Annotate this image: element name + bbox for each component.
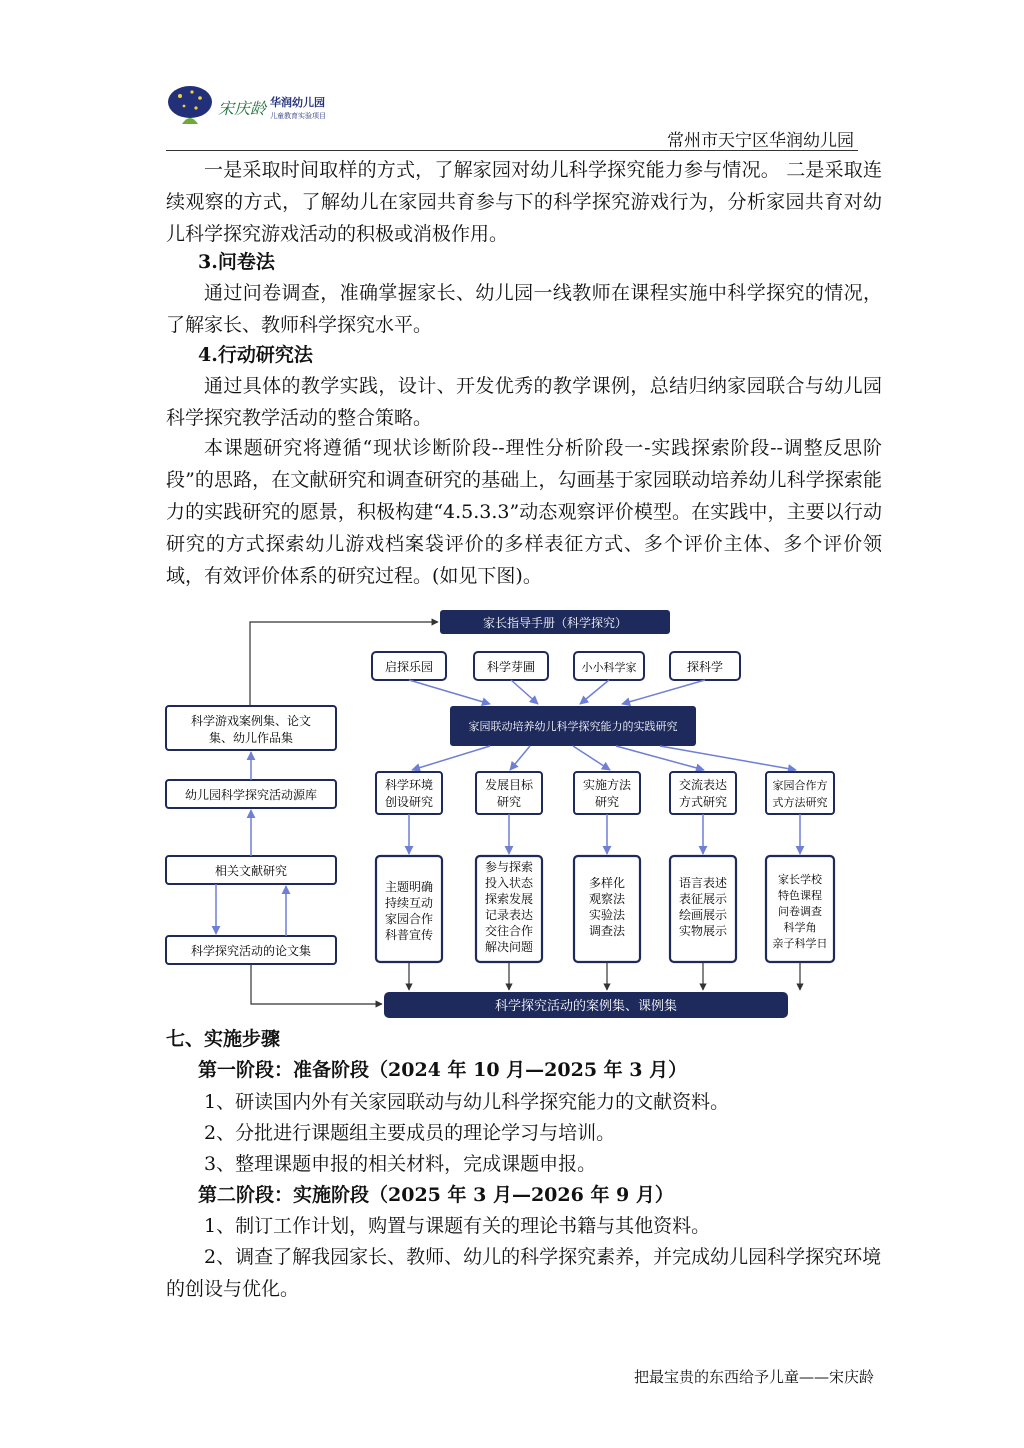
diagram-top-box-2-label: 科学芽圃 [486, 660, 536, 674]
svg-text:探索发展: 探索发展 [484, 892, 534, 906]
svg-text:方式研究: 方式研究 [678, 795, 728, 809]
svg-text:研究: 研究 [496, 795, 522, 809]
svg-text:主题明确: 主题明确 [384, 880, 434, 894]
header-divider [166, 150, 858, 151]
logo-text-sub: 儿童教育实验项目 [270, 112, 326, 120]
svg-text:家长学校: 家长学校 [778, 873, 822, 886]
svg-text:持续互动: 持续互动 [384, 896, 434, 910]
stage1-title: 第一阶段：准备阶段（2024 年 10 月—2025 年 3 月） [198, 1059, 688, 1081]
svg-text:家园合作: 家园合作 [384, 912, 434, 926]
diagram-center-label: 家园联动培养幼儿科学探究能力的实践研究 [468, 720, 678, 733]
diagram-top-banner-label: 家长指导手册（科学探究） [482, 616, 628, 630]
svg-text:交流表达: 交流表达 [678, 778, 728, 792]
kindergarten-logo [166, 84, 346, 130]
diagram-left-box-outputs-line1: 科学游戏案例集、论文 [190, 714, 312, 728]
svg-text:问卷调查: 问卷调查 [778, 905, 822, 918]
svg-text:实物展示: 实物展示 [678, 924, 728, 938]
svg-text:调查法: 调查法 [588, 924, 626, 938]
stage2-item-2: 2、调查了解我园家长、教师、幼儿的科学探究素养，并完成幼儿园科学探究环境的创设与优化。 [166, 1246, 882, 1300]
svg-text:创设研究: 创设研究 [384, 795, 434, 809]
stage2-item-1: 1、制订工作计划，购置与课题有关的理论书籍与其他资料。 [204, 1215, 711, 1237]
svg-text:科学角: 科学角 [783, 921, 817, 934]
svg-text:亲子科学日: 亲子科学日 [772, 937, 828, 950]
diagram-left-box-outputs-line2: 集、幼儿作品集 [208, 731, 294, 745]
diagram-top-box-3-label: 小小科学家 [581, 661, 637, 674]
svg-text:绘画展示: 绘画展示 [678, 908, 728, 922]
svg-text:投入状态: 投入状态 [484, 876, 534, 890]
svg-text:实验法: 实验法 [588, 908, 626, 922]
stage1-item-2: 2、分批进行课题组主要成员的理论学习与培训。 [204, 1122, 616, 1144]
heading-questionnaire: 3.问卷法 [198, 251, 275, 273]
paragraph-questionnaire: 通过问卷调查，准确掌握家长、幼儿园一线教师在课程实施中科学探究的情况，了解家长、教师科学探究水平。 [166, 282, 882, 336]
diagram-left-box-literature-label: 相关文献研究 [214, 864, 288, 878]
svg-text:记录表达: 记录表达 [484, 908, 534, 922]
paragraph-research-approach: 本课题研究将遵循“现状诊断阶段--理性分析阶段一-实践探索阶段--调整反思阶段”的思路，在文献研究和调查研究的基础上，勾画基于家园联动培养幼儿科学探索能力的实践研究的愿景，积极构建“4.5.3.3”动态观察评价模型。在实践中，主要以行动研究的方式探索幼儿游戏档案袋评价的多样表征方式、多个评价主体、多个评价领域，有效评价体系的研究过程。(如见下图)。 [166, 437, 882, 587]
svg-text:多样化: 多样化 [588, 876, 626, 890]
svg-text:研究: 研究 [594, 795, 620, 809]
svg-text:观察法: 观察法 [588, 892, 626, 906]
paragraph-observation: 一是采取时间取样的方式，了解家园对幼儿科学探究能力参与情况。 二是采取连续观察的方式，了解幼儿在家园共育参与下的科学探究游戏行为，分析家园共育对幼儿科学探究游戏活动的积极或消极作用。 [166, 159, 882, 245]
research-framework-diagram [160, 600, 860, 1030]
svg-text:式方法研究: 式方法研究 [772, 796, 828, 809]
svg-text:交往合作: 交往合作 [484, 924, 534, 938]
svg-text:科学环境: 科学环境 [384, 778, 434, 792]
svg-text:特色课程: 特色课程 [778, 889, 822, 902]
diagram-top-box-4-label: 探科学 [686, 660, 724, 674]
section-title-steps: 七、实施步骤 [166, 1028, 281, 1050]
stage1-item-3: 3、整理课题申报的相关材料，完成课题申报。 [204, 1153, 597, 1175]
svg-text:发展目标: 发展目标 [484, 778, 534, 792]
svg-text:语言表述: 语言表述 [678, 876, 728, 890]
diagram-bottom-banner-label: 科学探究活动的案例集、课例集 [494, 999, 678, 1014]
svg-text:表征展示: 表征展示 [678, 892, 728, 906]
logo-text-cn: 宋庆龄 [218, 99, 267, 118]
footer-motto: 把最宝贵的东西给予儿童——宋庆龄 [633, 1368, 874, 1386]
diagram-top-box-1-label: 启探乐园 [384, 660, 434, 674]
svg-text:解决问题: 解决问题 [484, 940, 534, 954]
stage1-item-1: 1、研读国内外有关家园联动与幼儿科学探究能力的文献资料。 [204, 1091, 730, 1113]
paragraph-action-research: 通过具体的教学实践，设计、开发优秀的教学课例，总结归纳家园联合与幼儿园科学探究教学活动的整合策略。 [166, 375, 882, 429]
stage2-title: 第二阶段：实施阶段（2025 年 3 月—2026 年 9 月） [198, 1184, 674, 1206]
diagram-left-box-resource-label: 幼儿园科学探究活动源库 [184, 788, 318, 802]
svg-text:科普宣传: 科普宣传 [384, 928, 434, 942]
svg-text:实施方法: 实施方法 [582, 778, 632, 792]
svg-text:家园合作方: 家园合作方 [772, 779, 828, 792]
heading-action-research: 4.行动研究法 [198, 344, 313, 366]
svg-text:参与探索: 参与探索 [484, 860, 534, 874]
diagram-left-box-papers-label: 科学探究活动的论文集 [190, 944, 312, 958]
header-school-name: 常州市天宁区华润幼儿园 [667, 131, 854, 151]
logo-text-name: 华润幼儿园 [270, 96, 325, 109]
